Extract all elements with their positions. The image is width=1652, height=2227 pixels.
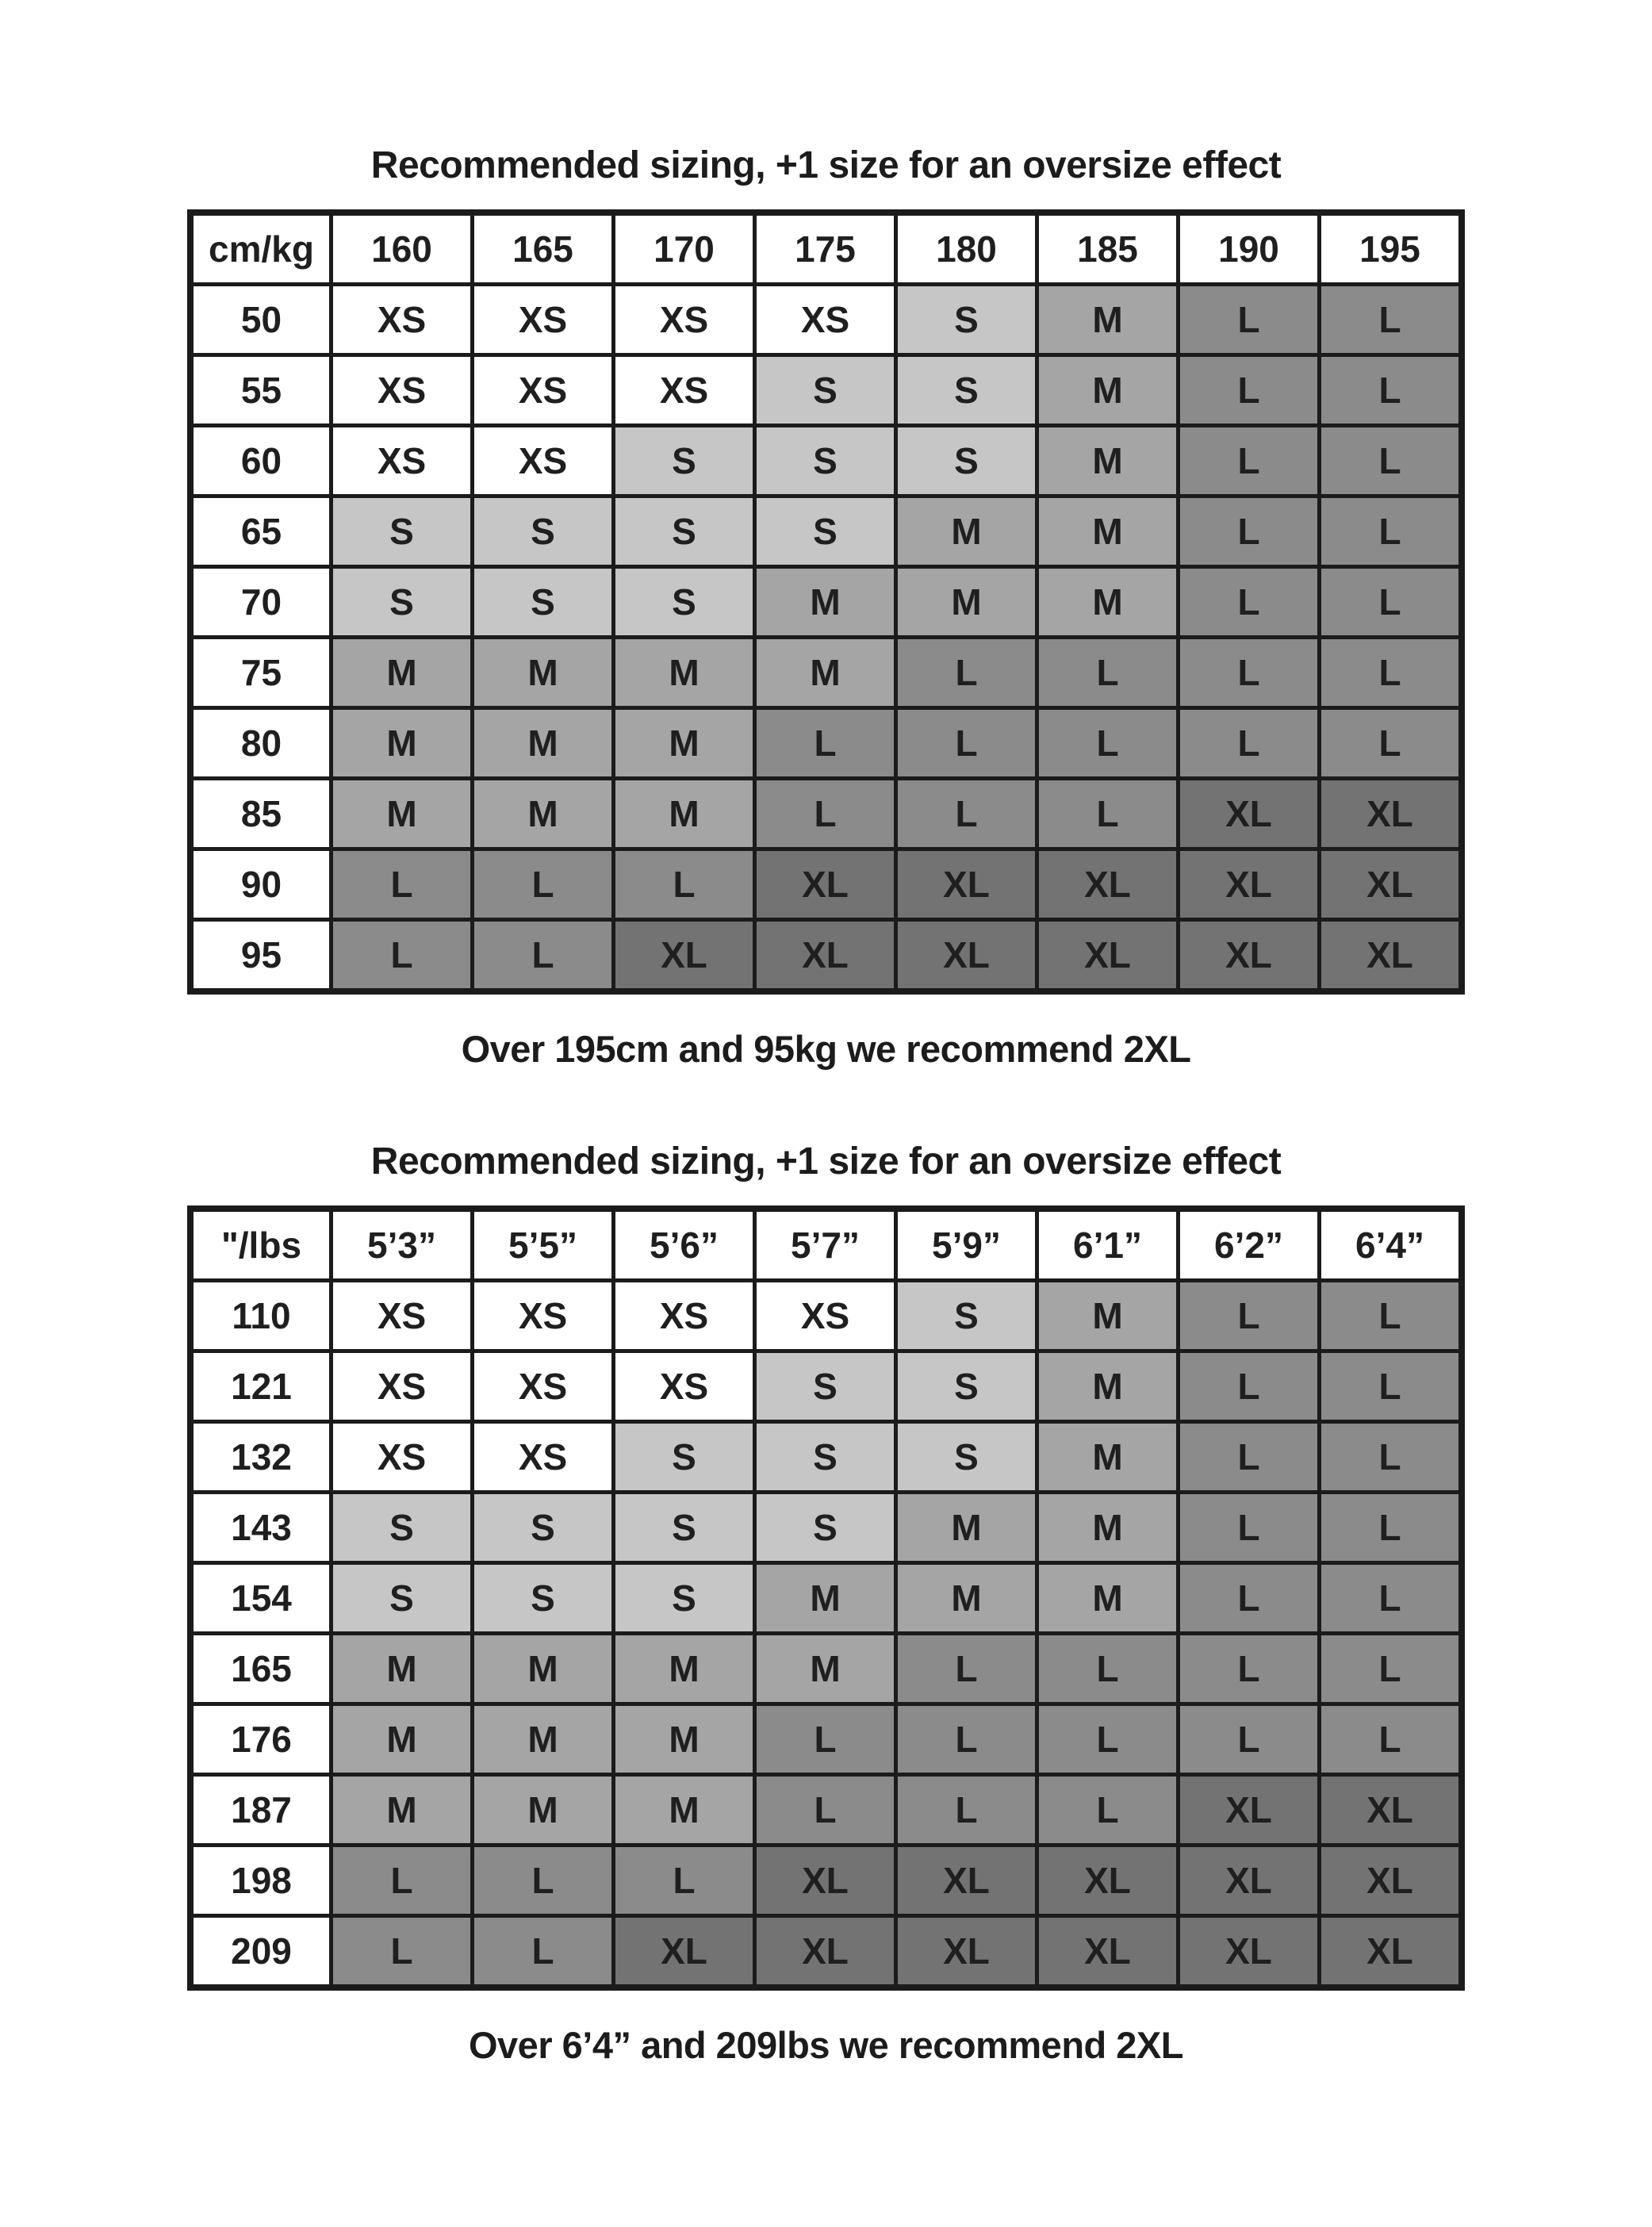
size-cell: M bbox=[614, 638, 755, 708]
size-cell: S bbox=[614, 1493, 755, 1563]
size-cell: L bbox=[1037, 638, 1179, 708]
size-cell: XS bbox=[755, 1281, 896, 1351]
row-label-cell: 132 bbox=[190, 1422, 332, 1493]
table-row bbox=[190, 708, 1462, 779]
size-cell: L bbox=[1320, 1281, 1462, 1351]
table-row bbox=[190, 1422, 1462, 1493]
size-cell: M bbox=[614, 1634, 755, 1704]
size-cell: M bbox=[473, 708, 614, 779]
column-header-cell: 170 bbox=[614, 213, 755, 285]
size-cell: L bbox=[1179, 1704, 1320, 1775]
size-cell: M bbox=[1037, 1493, 1179, 1563]
column-header-cell: 6’1” bbox=[1037, 1209, 1179, 1281]
size-cell: M bbox=[1037, 496, 1179, 567]
size-cell: M bbox=[896, 1563, 1037, 1634]
size-cell: XS bbox=[473, 426, 614, 496]
size-cell: L bbox=[1320, 1704, 1462, 1775]
column-header-cell: 5’6” bbox=[614, 1209, 755, 1281]
size-cell: XL bbox=[1320, 779, 1462, 849]
size-cell: M bbox=[332, 1704, 473, 1775]
size-cell: M bbox=[1037, 1422, 1179, 1493]
size-cell: M bbox=[1037, 355, 1179, 426]
size-cell: XL bbox=[1037, 1846, 1179, 1916]
size-cell: XL bbox=[1320, 849, 1462, 920]
size-cell: XS bbox=[614, 1281, 755, 1351]
size-cell: M bbox=[473, 638, 614, 708]
size-cell: M bbox=[614, 779, 755, 849]
header-row bbox=[190, 213, 1462, 285]
size-cell: L bbox=[1320, 1563, 1462, 1634]
size-cell: XS bbox=[614, 355, 755, 426]
row-label-cell: 121 bbox=[190, 1351, 332, 1422]
size-cell: M bbox=[1037, 1351, 1179, 1422]
size-cell: L bbox=[1320, 1422, 1462, 1493]
size-cell: L bbox=[1320, 285, 1462, 355]
column-header-cell: 185 bbox=[1037, 213, 1179, 285]
size-cell: XS bbox=[332, 1351, 473, 1422]
size-cell: S bbox=[332, 1563, 473, 1634]
size-cell: L bbox=[896, 779, 1037, 849]
size-cell: L bbox=[896, 708, 1037, 779]
imperial-chart-title: Recommended sizing, +1 size for an oversize effect bbox=[370, 1140, 1282, 1182]
size-cell: L bbox=[1179, 1351, 1320, 1422]
table-row bbox=[190, 638, 1462, 708]
size-cell: XL bbox=[1179, 1775, 1320, 1846]
size-cell: S bbox=[614, 496, 755, 567]
column-header-cell: 175 bbox=[755, 213, 896, 285]
metric-size-chart bbox=[0, 0, 1652, 1069]
size-cell: XL bbox=[755, 920, 896, 992]
size-cell: S bbox=[614, 1422, 755, 1493]
size-cell: M bbox=[896, 567, 1037, 638]
size-cell: L bbox=[1179, 1422, 1320, 1493]
size-cell: M bbox=[1037, 426, 1179, 496]
size-cell: XL bbox=[1037, 920, 1179, 992]
table-row bbox=[190, 920, 1462, 992]
size-cell: XS bbox=[473, 1281, 614, 1351]
size-cell: L bbox=[1179, 1281, 1320, 1351]
size-cell: XL bbox=[896, 920, 1037, 992]
size-cell: S bbox=[473, 496, 614, 567]
size-cell: M bbox=[473, 1704, 614, 1775]
row-label-cell: 95 bbox=[190, 920, 332, 992]
size-cell: XL bbox=[896, 1916, 1037, 1988]
size-cell: L bbox=[1320, 567, 1462, 638]
size-cell: XS bbox=[473, 285, 614, 355]
size-cell: L bbox=[1320, 708, 1462, 779]
size-cell: S bbox=[755, 1422, 896, 1493]
row-label-cell: 85 bbox=[190, 779, 332, 849]
table-row bbox=[190, 1634, 1462, 1704]
size-cell: L bbox=[1320, 638, 1462, 708]
size-cell: M bbox=[332, 779, 473, 849]
size-cell: L bbox=[614, 849, 755, 920]
size-cell: L bbox=[332, 849, 473, 920]
size-cell: L bbox=[1320, 1634, 1462, 1704]
size-cell: M bbox=[332, 1634, 473, 1704]
size-cell: S bbox=[896, 1281, 1037, 1351]
size-cell: M bbox=[332, 708, 473, 779]
row-label-cell: 176 bbox=[190, 1704, 332, 1775]
size-cell: XL bbox=[755, 849, 896, 920]
size-cell: L bbox=[332, 1846, 473, 1916]
size-cell: M bbox=[1037, 1281, 1179, 1351]
size-cell: M bbox=[332, 638, 473, 708]
size-cell: S bbox=[755, 1351, 896, 1422]
size-cell: XL bbox=[896, 1846, 1037, 1916]
size-cell: S bbox=[614, 567, 755, 638]
size-cell: L bbox=[896, 638, 1037, 708]
row-label-cell: 90 bbox=[190, 849, 332, 920]
size-cell: S bbox=[896, 426, 1037, 496]
size-cell: XL bbox=[1037, 1916, 1179, 1988]
size-cell: S bbox=[473, 1563, 614, 1634]
column-header-cell: 6’4” bbox=[1320, 1209, 1462, 1281]
column-header-cell: 5’3” bbox=[332, 1209, 473, 1281]
row-label-cell: 187 bbox=[190, 1775, 332, 1846]
size-cell: L bbox=[896, 1775, 1037, 1846]
imperial-size-chart bbox=[0, 1069, 1652, 2065]
size-cell: M bbox=[332, 1775, 473, 1846]
table-row bbox=[190, 496, 1462, 567]
table-row bbox=[190, 779, 1462, 849]
size-cell: S bbox=[896, 285, 1037, 355]
row-label-cell: 209 bbox=[190, 1916, 332, 1988]
table-row bbox=[190, 1281, 1462, 1351]
size-cell: S bbox=[755, 496, 896, 567]
size-cell: M bbox=[896, 1493, 1037, 1563]
table-row bbox=[190, 285, 1462, 355]
metric-size-table bbox=[187, 209, 1465, 995]
size-cell: XL bbox=[1320, 1846, 1462, 1916]
column-header-cell: 180 bbox=[896, 213, 1037, 285]
size-cell: L bbox=[755, 708, 896, 779]
row-label-cell: 50 bbox=[190, 285, 332, 355]
size-cell: S bbox=[614, 1563, 755, 1634]
table-row bbox=[190, 1916, 1462, 1988]
size-cell: M bbox=[1037, 1563, 1179, 1634]
size-cell: M bbox=[755, 638, 896, 708]
size-cell: L bbox=[1179, 567, 1320, 638]
imperial-size-table bbox=[187, 1205, 1465, 1991]
size-cell: XS bbox=[332, 1422, 473, 1493]
row-label-cell: 65 bbox=[190, 496, 332, 567]
size-cell: S bbox=[755, 1493, 896, 1563]
size-cell: L bbox=[1037, 779, 1179, 849]
row-label-cell: 60 bbox=[190, 426, 332, 496]
column-header-cell: 165 bbox=[473, 213, 614, 285]
size-cell: L bbox=[1179, 1493, 1320, 1563]
imperial-table-body bbox=[190, 1281, 1462, 1988]
imperial-table-header bbox=[190, 1209, 1462, 1281]
table-row bbox=[190, 1704, 1462, 1775]
size-cell: S bbox=[332, 496, 473, 567]
table-row bbox=[190, 426, 1462, 496]
size-cell: S bbox=[332, 1493, 473, 1563]
size-cell: L bbox=[1037, 1775, 1179, 1846]
size-cell: L bbox=[1320, 426, 1462, 496]
column-header-cell: 5’7” bbox=[755, 1209, 896, 1281]
size-cell: L bbox=[473, 1916, 614, 1988]
table-row bbox=[190, 1493, 1462, 1563]
size-cell: XS bbox=[473, 1351, 614, 1422]
size-cell: M bbox=[755, 1634, 896, 1704]
size-cell: M bbox=[896, 496, 1037, 567]
row-label-cell: 165 bbox=[190, 1634, 332, 1704]
size-cell: XL bbox=[614, 920, 755, 992]
size-cell: L bbox=[896, 1704, 1037, 1775]
size-cell: L bbox=[1037, 1704, 1179, 1775]
size-cell: XS bbox=[473, 355, 614, 426]
metric-chart-footnote: Over 195cm and 95kg we recommend 2XL bbox=[461, 1028, 1191, 1071]
header-row bbox=[190, 1209, 1462, 1281]
column-header-cell: 190 bbox=[1179, 213, 1320, 285]
imperial-chart-footnote: Over 6’4” and 209lbs we recommend 2XL bbox=[468, 2024, 1183, 2067]
size-cell: XL bbox=[1179, 779, 1320, 849]
size-cell: M bbox=[473, 1634, 614, 1704]
size-cell: M bbox=[614, 1775, 755, 1846]
size-cell: M bbox=[1037, 567, 1179, 638]
size-cell: XS bbox=[332, 355, 473, 426]
size-cell: L bbox=[1179, 496, 1320, 567]
size-cell: L bbox=[1179, 1634, 1320, 1704]
table-row bbox=[190, 1846, 1462, 1916]
row-label-cell: 198 bbox=[190, 1846, 332, 1916]
table-row bbox=[190, 1563, 1462, 1634]
size-cell: M bbox=[755, 567, 896, 638]
table-row bbox=[190, 1775, 1462, 1846]
size-cell: S bbox=[332, 567, 473, 638]
size-cell: S bbox=[755, 355, 896, 426]
size-cell: M bbox=[614, 1704, 755, 1775]
corner-header-cell: "/lbs bbox=[190, 1209, 332, 1281]
row-label-cell: 75 bbox=[190, 638, 332, 708]
corner-header-cell: cm/kg bbox=[190, 213, 332, 285]
row-label-cell: 55 bbox=[190, 355, 332, 426]
column-header-cell: 195 bbox=[1320, 213, 1462, 285]
column-header-cell: 6’2” bbox=[1179, 1209, 1320, 1281]
size-cell: XS bbox=[614, 285, 755, 355]
size-cell: L bbox=[1179, 426, 1320, 496]
size-cell: XL bbox=[1179, 1846, 1320, 1916]
size-cell: XL bbox=[1320, 1916, 1462, 1988]
size-cell: XL bbox=[1179, 920, 1320, 992]
size-cell: L bbox=[473, 849, 614, 920]
size-cell: S bbox=[755, 426, 896, 496]
size-cell: XS bbox=[614, 1351, 755, 1422]
metric-chart-title: Recommended sizing, +1 size for an oversize effect bbox=[370, 144, 1282, 186]
size-cell: L bbox=[1320, 1351, 1462, 1422]
size-cell: L bbox=[1037, 708, 1179, 779]
size-cell: L bbox=[332, 920, 473, 992]
size-cell: XL bbox=[755, 1846, 896, 1916]
size-cell: XS bbox=[755, 285, 896, 355]
size-cell: L bbox=[1037, 1634, 1179, 1704]
size-cell: XL bbox=[614, 1916, 755, 1988]
size-cell: S bbox=[896, 355, 1037, 426]
table-row bbox=[190, 355, 1462, 426]
size-cell: M bbox=[473, 1775, 614, 1846]
size-cell: XL bbox=[1179, 849, 1320, 920]
size-cell: XS bbox=[332, 426, 473, 496]
size-cell: S bbox=[896, 1422, 1037, 1493]
size-cell: L bbox=[332, 1916, 473, 1988]
size-cell: XL bbox=[1179, 1916, 1320, 1988]
row-label-cell: 70 bbox=[190, 567, 332, 638]
size-cell: L bbox=[473, 1846, 614, 1916]
size-cell: L bbox=[1179, 355, 1320, 426]
size-cell: XL bbox=[1037, 849, 1179, 920]
size-cell: S bbox=[473, 567, 614, 638]
size-cell: L bbox=[755, 1704, 896, 1775]
row-label-cell: 154 bbox=[190, 1563, 332, 1634]
size-cell: L bbox=[755, 1775, 896, 1846]
size-cell: XL bbox=[755, 1916, 896, 1988]
size-cell: L bbox=[1320, 496, 1462, 567]
column-header-cell: 5’5” bbox=[473, 1209, 614, 1281]
table-row bbox=[190, 1351, 1462, 1422]
row-label-cell: 143 bbox=[190, 1493, 332, 1563]
column-header-cell: 160 bbox=[332, 213, 473, 285]
row-label-cell: 80 bbox=[190, 708, 332, 779]
size-cell: M bbox=[1037, 285, 1179, 355]
size-cell: L bbox=[1320, 355, 1462, 426]
table-row bbox=[190, 849, 1462, 920]
size-cell: XS bbox=[332, 1281, 473, 1351]
size-cell: XL bbox=[896, 849, 1037, 920]
size-cell: L bbox=[1320, 1493, 1462, 1563]
size-cell: XL bbox=[1320, 1775, 1462, 1846]
metric-table-header bbox=[190, 213, 1462, 285]
metric-table-body bbox=[190, 285, 1462, 992]
size-cell: L bbox=[1179, 638, 1320, 708]
size-cell: M bbox=[614, 708, 755, 779]
column-header-cell: 5’9” bbox=[896, 1209, 1037, 1281]
size-cell: XS bbox=[473, 1422, 614, 1493]
row-label-cell: 110 bbox=[190, 1281, 332, 1351]
size-cell: M bbox=[473, 779, 614, 849]
size-cell: L bbox=[1179, 1563, 1320, 1634]
size-cell: L bbox=[614, 1846, 755, 1916]
table-row bbox=[190, 567, 1462, 638]
size-cell: S bbox=[473, 1493, 614, 1563]
size-cell: L bbox=[473, 920, 614, 992]
size-cell: XL bbox=[1320, 920, 1462, 992]
size-cell: M bbox=[755, 1563, 896, 1634]
size-cell: S bbox=[896, 1351, 1037, 1422]
size-cell: XS bbox=[332, 285, 473, 355]
size-cell: S bbox=[614, 426, 755, 496]
size-cell: L bbox=[1179, 285, 1320, 355]
size-cell: L bbox=[755, 779, 896, 849]
size-cell: L bbox=[1179, 708, 1320, 779]
size-cell: L bbox=[896, 1634, 1037, 1704]
